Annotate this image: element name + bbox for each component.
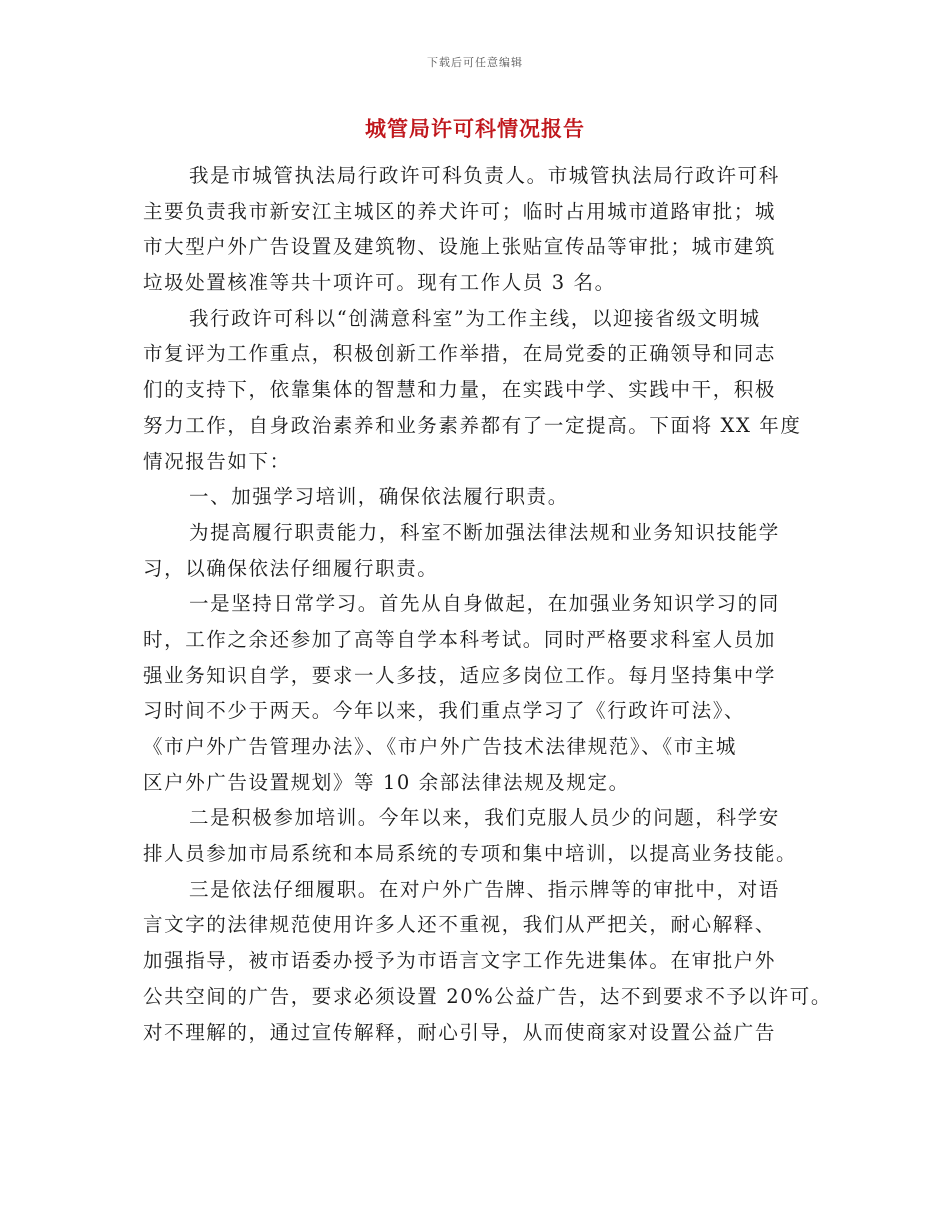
section-heading: 一、加强学习培训，确保依法履行职责。	[189, 485, 569, 509]
body-line: 对不理解的，通过宣传解释，耐心引导，从而使商家对设置公益广告	[143, 1020, 777, 1044]
body-line: 主要负责我市新安江主城区的养犬许可；临时占用城市道路审批；城	[143, 199, 777, 223]
body-line: 习，以确保依法仔细履行职责。	[143, 556, 439, 580]
body-line: 市复评为工作重点，积极创新工作举措，在局党委的正确领导和同志	[143, 342, 777, 366]
body-line: 区户外广告设置规划》等 10 余部法律法规及规定。	[143, 770, 630, 794]
body-line: 努力工作，自身政治素养和业务素养都有了一定提高。下面将 XX 年度	[143, 413, 802, 437]
body-line: 情况报告如下：	[143, 449, 291, 473]
body-line: 我是市城管执法局行政许可科负责人。市城管执法局行政许可科	[189, 164, 780, 187]
body-line: 们的支持下，依靠集体的智慧和力量，在实践中学、实践中干，积极	[143, 378, 777, 402]
body-line: 强业务知识自学，要求一人多技，适应多岗位工作。每月坚持集中学	[143, 663, 777, 687]
body-line: 为提高履行职责能力，科室不断加强法律法规和业务知识技能学	[189, 520, 780, 544]
body-line: 垃圾处置核准等共十项许可。现有工作人员 3 名。	[143, 271, 616, 295]
body-line: 我行政许可科以“创满意科室”为工作主线，以迎接省级文明城	[189, 306, 761, 330]
body-line: 习时间不少于两天。今年以来，我们重点学习了《行政许可法》、	[143, 699, 746, 723]
body-line: 市大型户外广告设置及建筑物、设施上张贴宣传品等审批；城市建筑	[143, 235, 777, 259]
document-title: 城管局许可科情况报告	[365, 117, 585, 141]
body-line: 公共空间的广告，要求必须设置 20%公益广告，达不到要求不予以许可。	[143, 984, 832, 1008]
body-line: 二是积极参加培训。今年以来，我们克服人员少的问题，科学安	[189, 806, 780, 830]
body-line: 加强指导，被市语委办授予为市语言文字工作先进集体。在审批户外	[143, 949, 777, 973]
body-line: 《市户外广告管理办法》、《市户外广告技术法律规范》、《市主城	[143, 735, 738, 758]
body-line: 一是坚持日常学习。首先从自身做起，在加强业务知识学习的同	[189, 592, 780, 616]
body-line: 时，工作之余还参加了高等自学本科考试。同时严格要求科室人员加	[143, 627, 777, 651]
document-body	[143, 158, 838, 1050]
body-line: 三是依法仔细履职。在对户外广告牌、指示牌等的审批中，对语	[189, 877, 780, 901]
header-note: 下载后可任意编辑	[427, 56, 523, 69]
body-line: 排人员参加市局系统和本局系统的专项和集中培训，以提高业务技能。	[143, 842, 798, 866]
body-line: 言文字的法律规范使用许多人还不重视，我们从严把关，耐心解释、	[143, 913, 777, 937]
